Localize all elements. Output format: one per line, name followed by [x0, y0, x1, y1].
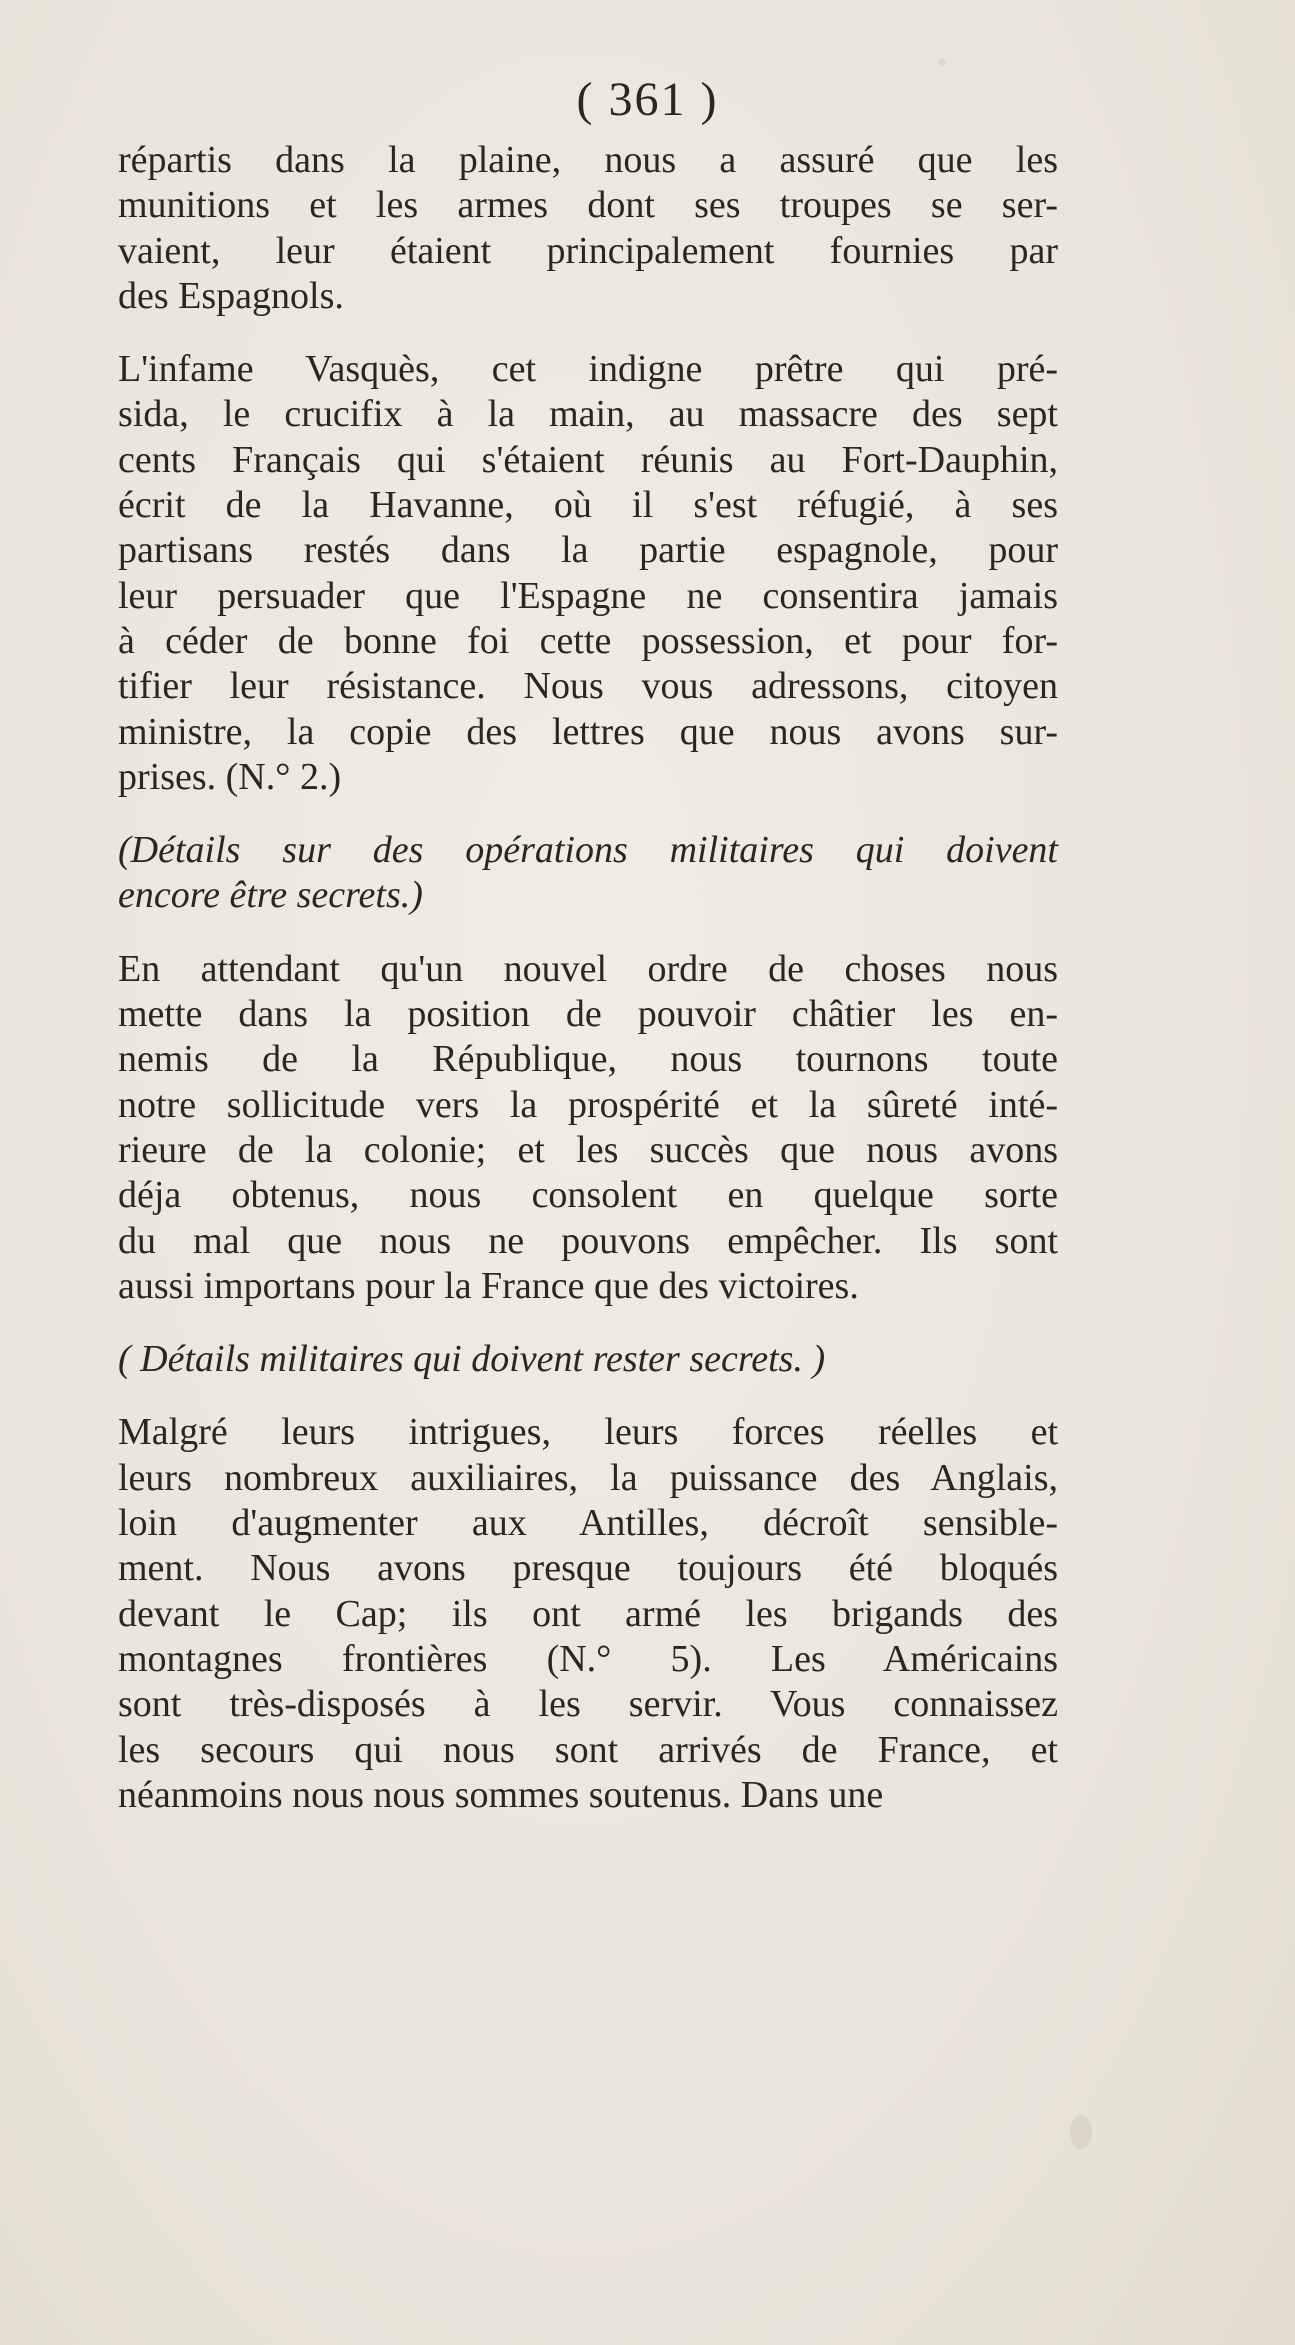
text-line: munitions et les armes dont ses troupes se ser-: [118, 184, 1058, 227]
text-line: ( Détails militaires qui doivent rester secrets. ): [118, 1338, 826, 1381]
text-line: En attendant qu'un nouvel ordre de choses nous: [118, 947, 1058, 990]
paragraph-gap: [118, 1309, 1058, 1337]
text-line: ministre, la copie des lettres que nous avons sur-: [118, 710, 1058, 753]
text-line: prises. (N.° 2.): [118, 755, 342, 798]
paper-stain: [1070, 2115, 1092, 2149]
paragraph-gap: [118, 319, 1058, 347]
text-line: sont très-disposés à les servir. Vous connaissez: [118, 1683, 1058, 1726]
text-line: répartis dans la plaine, nous a assuré que les: [118, 139, 1058, 181]
paragraph: [118, 947, 1058, 1309]
text-line: (Détails sur des opérations militaires qui doivent: [118, 829, 1058, 872]
paper-stain: [938, 58, 946, 66]
text-line: du mal que nous ne pouvons empêcher. Ils sont: [118, 1219, 1058, 1262]
text-line: déja obtenus, nous consolent en quelque sorte: [118, 1174, 1058, 1217]
paragraph: [118, 138, 1058, 319]
paragraph: [118, 1410, 1058, 1818]
text-line: tifier leur résistance. Nous vous adressons, citoyen: [118, 665, 1058, 708]
text-line: néanmoins nous nous sommes soutenus. Dans une: [118, 1773, 884, 1816]
text-line: sida, le crucifix à la main, au massacre des sept: [118, 393, 1058, 436]
text-line: montagnes frontières (N.° 5). Les Américains: [118, 1637, 1058, 1680]
text-line: L'infame Vasquès, cet indigne prêtre qui pré-: [118, 348, 1058, 391]
text-line: leurs nombreux auxiliaires, la puissance des Anglais,: [118, 1456, 1058, 1499]
text-line: notre sollicitude vers la prospérité et la sûreté inté-: [118, 1083, 1058, 1126]
text-line: nemis de la République, nous tournons toute: [118, 1038, 1058, 1081]
text-line: à céder de bonne foi cette possession, et pour for-: [118, 619, 1058, 662]
text-line: loin d'augmenter aux Antilles, décroît sensible-: [118, 1502, 1058, 1545]
editorial-note: [118, 828, 1058, 919]
page-body-text: [118, 138, 1058, 1818]
paragraph: [118, 347, 1058, 800]
paragraph-gap: [118, 1382, 1058, 1410]
text-line: ment. Nous avons presque toujours été bloqués: [118, 1547, 1058, 1590]
text-line: aussi importans pour la France que des victoires.: [118, 1264, 859, 1307]
text-line: rieure de la colonie; et les succès que nous avons: [118, 1128, 1058, 1171]
text-line: devant le Cap; ils ont armé les brigands des: [118, 1592, 1058, 1635]
text-line: partisans restés dans la partie espagnole, pour: [118, 529, 1058, 572]
text-line: des Espagnols.: [118, 274, 344, 317]
text-line: encore être secrets.): [118, 874, 423, 917]
editorial-note: [118, 1337, 1058, 1382]
text-line: mette dans la position de pouvoir châtier les en-: [118, 993, 1058, 1036]
text-line: écrit de la Havanne, où il s'est réfugié, à ses: [118, 484, 1058, 527]
page-number: ( 361 ): [576, 73, 719, 126]
paragraph-gap: [118, 919, 1058, 947]
text-line: leur persuader que l'Espagne ne consentira jamais: [118, 574, 1058, 617]
text-line: cents Français qui s'étaient réunis au Fort-Dauphin,: [118, 438, 1058, 481]
text-line: Malgré leurs intrigues, leurs forces réelles et: [118, 1411, 1058, 1454]
text-line: vaient, leur étaient principalement fournies par: [118, 229, 1058, 272]
text-line: les secours qui nous sont arrivés de France, et: [118, 1728, 1058, 1771]
paragraph-gap: [118, 800, 1058, 828]
